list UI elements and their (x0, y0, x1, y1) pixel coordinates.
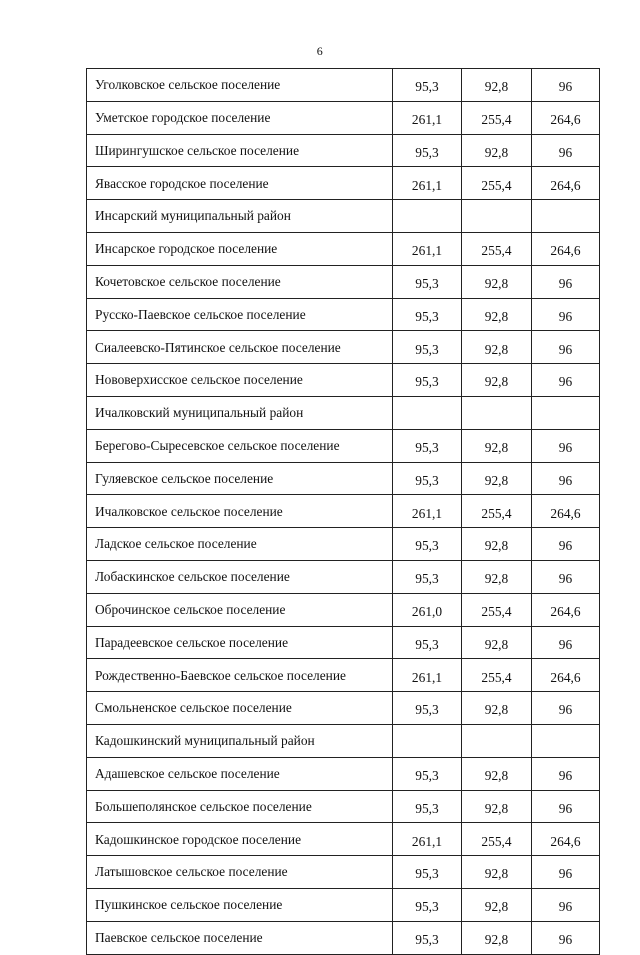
table-row (87, 528, 600, 561)
row-name-cell: Явасское городское поселение (87, 167, 393, 200)
row-value-cell-v3: 264,6 (532, 593, 600, 626)
row-value-cell-v3: 264,6 (532, 101, 600, 134)
row-value-cell-v3: 96 (532, 888, 600, 921)
row-value-cell-v2: 255,4 (462, 823, 532, 856)
row-value-cell-v2: 255,4 (462, 495, 532, 528)
row-value-cell-v3: 96 (532, 298, 600, 331)
row-value-cell-v2: 92,8 (462, 331, 532, 364)
row-name-cell: Ичалковский муниципальный район (87, 396, 393, 429)
row-value-cell-v3 (532, 724, 600, 757)
row-value-cell-v3: 264,6 (532, 495, 600, 528)
row-name-cell: Гуляевское сельское поселение (87, 462, 393, 495)
row-value-cell-v1: 95,3 (393, 692, 462, 725)
row-name-cell: Уметское городское поселение (87, 101, 393, 134)
row-name-cell: Ладское сельское поселение (87, 528, 393, 561)
row-name-cell: Рождественно-Баевское сельское поселение (87, 659, 393, 692)
row-value-cell-v2: 92,8 (462, 528, 532, 561)
row-value-cell-v1: 261,1 (393, 101, 462, 134)
row-value-cell-v1: 95,3 (393, 888, 462, 921)
row-value-cell-v1: 261,0 (393, 593, 462, 626)
table-row (87, 396, 600, 429)
row-value-cell-v2: 255,4 (462, 593, 532, 626)
row-value-cell-v2: 92,8 (462, 921, 532, 954)
row-value-cell-v1: 95,3 (393, 626, 462, 659)
row-value-cell-v1: 95,3 (393, 462, 462, 495)
page-number: 6 (316, 44, 324, 58)
row-value-cell-v3: 96 (532, 528, 600, 561)
row-value-cell-v2: 92,8 (462, 626, 532, 659)
row-value-cell-v1: 95,3 (393, 790, 462, 823)
row-value-cell-v1: 95,3 (393, 856, 462, 889)
table-row (87, 659, 600, 692)
row-value-cell-v3: 264,6 (532, 823, 600, 856)
row-value-cell-v1: 95,3 (393, 69, 462, 102)
row-value-cell-v2: 92,8 (462, 298, 532, 331)
row-name-cell: Кочетовское сельское поселение (87, 265, 393, 298)
table-row (87, 692, 600, 725)
row-name-cell: Русско-Паевское сельское поселение (87, 298, 393, 331)
row-value-cell-v2 (462, 724, 532, 757)
row-value-cell-v1: 261,1 (393, 232, 462, 265)
row-value-cell-v3: 96 (532, 429, 600, 462)
row-value-cell-v3: 96 (532, 692, 600, 725)
row-value-cell-v2 (462, 200, 532, 233)
data-table (86, 68, 600, 955)
row-value-cell-v1 (393, 724, 462, 757)
table-row (87, 495, 600, 528)
row-value-cell-v1: 95,3 (393, 265, 462, 298)
table-body (87, 69, 600, 955)
row-value-cell-v1: 95,3 (393, 298, 462, 331)
row-value-cell-v1: 95,3 (393, 528, 462, 561)
row-value-cell-v3: 96 (532, 462, 600, 495)
row-value-cell-v2: 92,8 (462, 888, 532, 921)
row-name-cell: Уголковское сельское поселение (87, 69, 393, 102)
row-value-cell-v2: 92,8 (462, 134, 532, 167)
row-name-cell: Большеполянское сельское поселение (87, 790, 393, 823)
row-value-cell-v1 (393, 396, 462, 429)
row-value-cell-v2: 92,8 (462, 560, 532, 593)
row-value-cell-v3: 264,6 (532, 659, 600, 692)
row-value-cell-v1: 95,3 (393, 757, 462, 790)
table-row (87, 200, 600, 233)
row-value-cell-v1: 95,3 (393, 560, 462, 593)
row-value-cell-v3 (532, 396, 600, 429)
table-row (87, 167, 600, 200)
row-value-cell-v3: 96 (532, 626, 600, 659)
table-row (87, 757, 600, 790)
row-name-cell: Нововерхисское сельское поселение (87, 364, 393, 397)
row-name-cell: Лобаскинское сельское поселение (87, 560, 393, 593)
row-value-cell-v1: 261,1 (393, 167, 462, 200)
row-value-cell-v2: 255,4 (462, 659, 532, 692)
row-name-cell: Инсарское городское поселение (87, 232, 393, 265)
row-value-cell-v3: 96 (532, 364, 600, 397)
table-row (87, 560, 600, 593)
row-value-cell-v1: 95,3 (393, 134, 462, 167)
row-value-cell-v3: 96 (532, 265, 600, 298)
row-value-cell-v1: 261,1 (393, 659, 462, 692)
row-value-cell-v3: 96 (532, 69, 600, 102)
table-row (87, 921, 600, 954)
row-value-cell-v3: 96 (532, 790, 600, 823)
row-value-cell-v2: 255,4 (462, 167, 532, 200)
table-row (87, 462, 600, 495)
row-value-cell-v3: 96 (532, 560, 600, 593)
table-row (87, 823, 600, 856)
row-value-cell-v3: 96 (532, 856, 600, 889)
row-name-cell: Латышовское сельское поселение (87, 856, 393, 889)
row-value-cell-v3: 96 (532, 921, 600, 954)
row-value-cell-v2: 92,8 (462, 69, 532, 102)
row-value-cell-v3: 264,6 (532, 167, 600, 200)
row-value-cell-v2: 92,8 (462, 692, 532, 725)
row-name-cell: Пушкинское сельское поселение (87, 888, 393, 921)
table-row (87, 298, 600, 331)
row-value-cell-v2: 92,8 (462, 364, 532, 397)
row-value-cell-v1 (393, 200, 462, 233)
row-value-cell-v1: 95,3 (393, 364, 462, 397)
table-row (87, 134, 600, 167)
row-name-cell: Адашевское сельское поселение (87, 757, 393, 790)
row-name-cell: Оброчинское сельское поселение (87, 593, 393, 626)
row-value-cell-v1: 261,1 (393, 823, 462, 856)
row-name-cell: Парадеевское сельское поселение (87, 626, 393, 659)
row-name-cell: Инсарский муниципальный район (87, 200, 393, 233)
row-value-cell-v3: 264,6 (532, 232, 600, 265)
row-value-cell-v2: 255,4 (462, 232, 532, 265)
row-value-cell-v2: 92,8 (462, 790, 532, 823)
row-name-cell: Ичалковское сельское поселение (87, 495, 393, 528)
row-name-cell: Ширингушское сельское поселение (87, 134, 393, 167)
table-row (87, 856, 600, 889)
row-value-cell-v2: 92,8 (462, 856, 532, 889)
table-row (87, 593, 600, 626)
table-row (87, 265, 600, 298)
row-name-cell: Кадошкинский муниципальный район (87, 724, 393, 757)
row-value-cell-v3: 96 (532, 134, 600, 167)
row-value-cell-v3: 96 (532, 331, 600, 364)
row-name-cell: Паевское сельское поселение (87, 921, 393, 954)
row-value-cell-v2: 92,8 (462, 429, 532, 462)
row-name-cell: Смольненское сельское поселение (87, 692, 393, 725)
row-name-cell: Берегово-Сыресевское сельское поселение (87, 429, 393, 462)
row-value-cell-v1: 95,3 (393, 921, 462, 954)
row-name-cell: Кадошкинское городское поселение (87, 823, 393, 856)
row-value-cell-v3: 96 (532, 757, 600, 790)
row-value-cell-v2: 92,8 (462, 757, 532, 790)
row-name-cell: Сиалеевско-Пятинское сельское поселение (87, 331, 393, 364)
row-value-cell-v2: 255,4 (462, 101, 532, 134)
row-value-cell-v3 (532, 200, 600, 233)
row-value-cell-v1: 95,3 (393, 429, 462, 462)
table-row (87, 232, 600, 265)
table-row (87, 724, 600, 757)
row-value-cell-v1: 95,3 (393, 331, 462, 364)
table-row (87, 626, 600, 659)
row-value-cell-v2 (462, 396, 532, 429)
table-row (87, 331, 600, 364)
table-row (87, 69, 600, 102)
table-row (87, 429, 600, 462)
table-row (87, 790, 600, 823)
row-value-cell-v2: 92,8 (462, 265, 532, 298)
table-row (87, 101, 600, 134)
row-value-cell-v1: 261,1 (393, 495, 462, 528)
row-value-cell-v2: 92,8 (462, 462, 532, 495)
table-row (87, 364, 600, 397)
